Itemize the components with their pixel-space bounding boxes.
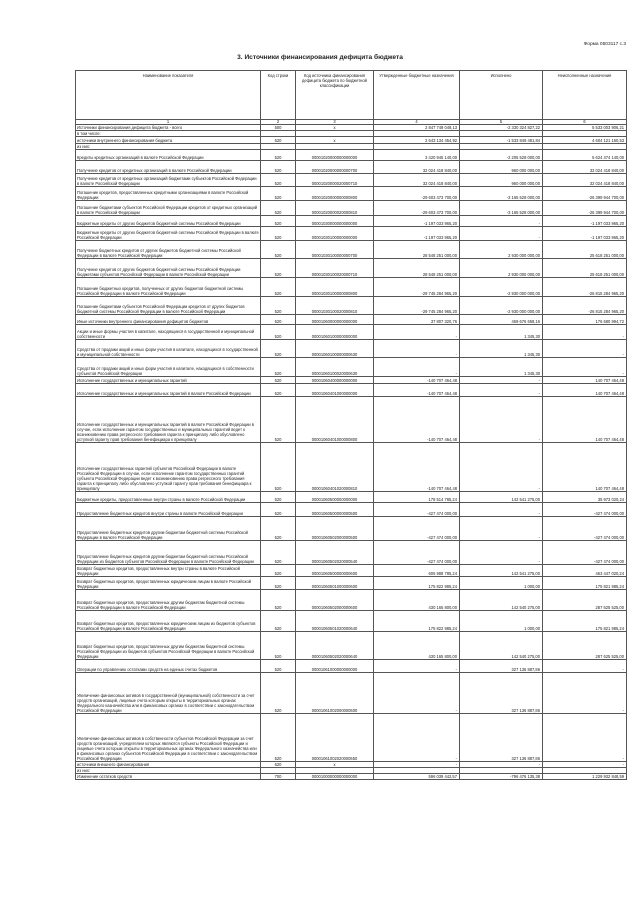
- row-approved: 37 807 320,76: [374, 315, 460, 325]
- row-approved: -1 197 033 965,20: [374, 227, 460, 241]
- row-approved: -: [374, 762, 460, 768]
- row-code: 520: [261, 632, 296, 660]
- col-header-name: Наименование показателя: [76, 71, 261, 120]
- table-row: [76, 216, 627, 227]
- row-executed: -: [460, 397, 543, 443]
- table-row: [76, 358, 627, 377]
- row-code: 520: [261, 227, 296, 241]
- row-code: 520: [261, 673, 296, 714]
- table-row: [76, 201, 627, 216]
- row-approved: 430 165 800,00: [374, 590, 460, 611]
- table-row: [76, 611, 627, 632]
- row-approved: 28 548 251 000,00: [374, 259, 460, 278]
- row-code: 700: [261, 774, 296, 780]
- row-unexecuted: -1 197 033 965,20: [543, 227, 627, 241]
- row-name: Средства от продажи акций и иных форм участия в капитале, находящихся в собственности субъектов Российской Федерации: [76, 358, 261, 377]
- row-executed: -2 205 528 000,00: [460, 150, 543, 161]
- row-name: из них:: [76, 768, 261, 774]
- table-row: [76, 187, 627, 201]
- table-row: [76, 503, 627, 517]
- row-executed: 142 540 275,00: [460, 590, 543, 611]
- row-name: Средства от продажи акций и иных форм участия в капитале, находящихся в государственной и муниципальной собственности: [76, 340, 261, 358]
- table-row: [76, 161, 627, 174]
- row-code: 520: [261, 150, 296, 161]
- col-number: 4: [374, 120, 460, 125]
- row-code: 520: [261, 358, 296, 377]
- row-approved: -29 745 284 965,20: [374, 297, 460, 315]
- row-unexecuted: -26 815 284 965,20: [543, 278, 627, 297]
- row-executed: -: [460, 762, 543, 768]
- row-approved: -1 197 033 965,20: [374, 216, 460, 227]
- row-code: 520: [261, 241, 296, 259]
- row-executed: 960 000 000,00: [460, 161, 543, 174]
- row-name: Иные источники внутреннего финансирования дефицитов бюджетов: [76, 315, 261, 325]
- row-unexecuted: 287 625 525,00: [543, 632, 627, 660]
- row-executed: -1 533 848 481,84: [460, 137, 543, 144]
- row-name: Исполнение государственных гарантий субъектов Российской Федерации в валюте Российской Федерации в случае, если исполнение гарантом государственных гарантий субъекта Российской Федерации ведет к возникновению права регрессного требования гаранта к принципалу либо обусловлено уступкой гаранту прав требования бенефициара к принципалу: [76, 443, 261, 492]
- table-row: [76, 315, 627, 325]
- row-name: Бюджетные кредиты, предоставленные внутри страны в валюте Российской Федерации: [76, 492, 261, 503]
- sources-table: [75, 70, 627, 780]
- row-approved: 2 643 134 454,92: [374, 137, 460, 144]
- row-executed: 142 541 275,00: [460, 492, 543, 503]
- row-code: 520: [261, 201, 296, 216]
- row-approved: -427 474 000,00: [374, 541, 460, 565]
- row-source-code: 00001060401000000800: [296, 397, 374, 443]
- row-name: Получение кредитов от кредитных организаций бюджетами субъектов Российской Федерации в валюте Российской Федерации: [76, 174, 261, 187]
- row-executed: 960 000 000,00: [460, 174, 543, 187]
- row-name: Исполнение государственных и муниципальных гарантий в валюте Российской Федерации в случае, если исполнение гарантом государственных и муниципальных гарантий ведет к возникновению права регрессного требования гаранта к принципалу либо обусловлено уступкой гаранту прав требования бенефициара к принципалу: [76, 397, 261, 443]
- row-executed: -796 476 135,38: [460, 774, 543, 780]
- row-unexecuted: -427 474 000,00: [543, 503, 627, 517]
- row-approved: 430 165 800,00: [374, 632, 460, 660]
- row-unexecuted: 175 821 985,24: [543, 577, 627, 590]
- row-unexecuted: -26 815 284 965,20: [543, 297, 627, 315]
- row-approved: -140 707 464,48: [374, 443, 460, 492]
- row-executed: 1 000,00: [460, 611, 543, 632]
- row-source-code: 00001060401020000810: [296, 443, 374, 492]
- row-unexecuted: -26 399 944 700,00: [543, 187, 627, 201]
- row-unexecuted: 35 973 020,24: [543, 492, 627, 503]
- row-source-code: 00001020000000000000: [296, 150, 374, 161]
- row-code: 520: [261, 660, 296, 673]
- row-code: 520: [261, 397, 296, 443]
- row-approved: -29 745 284 965,20: [374, 278, 460, 297]
- row-name: Увеличение финансовых активов в собственности субъектов Российской Федерации за счет средств организаций, учредителем которых являются субъекты Российской Федерации и лицевые счета которым открыты в территориальных органах Федерального казначейства или в финансовых органах субъектов Российской Федерации в соответствии с законодательством Российской Федерации: [76, 714, 261, 762]
- row-code: 520: [261, 315, 296, 325]
- row-name: источники внутреннего финансирования бюджета: [76, 137, 261, 144]
- row-name: Исполнение государственных и муниципальных гарантий: [76, 377, 261, 384]
- table-row: [76, 492, 627, 503]
- row-unexecuted: -26 399 944 700,00: [543, 201, 627, 216]
- row-executed: 142 540 275,00: [460, 632, 543, 660]
- row-unexecuted: 1 229 932 848,59: [543, 774, 627, 780]
- row-code: 520: [261, 443, 296, 492]
- row-executed: -: [460, 503, 543, 517]
- row-approved: -140 707 464,48: [374, 384, 460, 397]
- col-number: 5: [460, 120, 543, 125]
- table-row: [76, 774, 627, 780]
- row-code: 520: [261, 297, 296, 315]
- row-unexecuted: 140 707 464,48: [543, 443, 627, 492]
- row-executed: -: [460, 517, 543, 541]
- table-row: [76, 137, 627, 144]
- row-approved: 175 822 985,24: [374, 611, 460, 632]
- row-unexecuted: 32 024 418 840,00: [543, 161, 627, 174]
- row-unexecuted: 287 625 525,00: [543, 590, 627, 611]
- row-approved: -140 707 464,48: [374, 397, 460, 443]
- row-executed: 142 541 275,00: [460, 565, 543, 577]
- row-name: Бюджетные кредиты от других бюджетов бюджетной системы Российской Федерации в валюте Российской Федерации: [76, 227, 261, 241]
- row-executed: -2 930 000 000,00: [460, 278, 543, 297]
- row-unexecuted: 176 680 994,72: [543, 315, 627, 325]
- table-row: [76, 340, 627, 358]
- row-name: Получение бюджетных кредитов от других бюджетов бюджетной системы Российской Федерации в валюте Российской Федерации: [76, 241, 261, 259]
- row-name: Бюджетные кредиты от других бюджетов бюджетной системы Российской Федерации: [76, 216, 261, 227]
- row-name: Изменение остатков средств: [76, 774, 261, 780]
- row-source-code: 00001060000000000000: [296, 315, 374, 325]
- row-code: 520: [261, 137, 296, 144]
- row-approved: 2 847 749 049,13: [374, 125, 460, 131]
- table-row: [76, 632, 627, 660]
- table-row: [76, 443, 627, 492]
- row-name: Предоставление бюджетных кредитов внутри страны в валюте Российской Федерации: [76, 503, 261, 517]
- row-name: Операции по управлению остатками средств на единых счетах бюджетов: [76, 660, 261, 673]
- row-approved: -140 707 464,48: [374, 377, 460, 384]
- row-executed: -2 930 000 000,00: [460, 297, 543, 315]
- row-approved: 596 039 442,57: [374, 774, 460, 780]
- table-row: [76, 565, 627, 577]
- row-source-code: 00001030100000000000: [296, 227, 374, 241]
- row-approved: -: [374, 358, 460, 377]
- row-source-code: 00001060100000000630: [296, 340, 374, 358]
- row-executed: 1 345,30: [460, 340, 543, 358]
- row-source-code: 00001060501000000600: [296, 577, 374, 590]
- row-source-code: 00001030100020000710: [296, 259, 374, 278]
- row-source-code: 00001020000000000800: [296, 187, 374, 201]
- row-approved: -: [374, 714, 460, 762]
- col-header-source: Код источника финансирования дефицита бюджета по бюджетной классификации: [296, 71, 374, 120]
- row-name: в том числе:: [76, 131, 261, 137]
- row-unexecuted: 463 447 020,24: [543, 565, 627, 577]
- table-row: [76, 673, 627, 714]
- row-approved: -427 474 000,00: [374, 503, 460, 517]
- row-source-code: 00001061000000000000: [296, 660, 374, 673]
- row-unexecuted: -1 197 033 965,20: [543, 216, 627, 227]
- row-source-code: 00001030100000000800: [296, 278, 374, 297]
- col-number: 1: [76, 120, 261, 125]
- row-name: Возврат бюджетных кредитов, предоставленных другим бюджетам бюджетной системы Российской Федерации из бюджетов субъектов Российской Федерации в валюте Российской Федерации: [76, 632, 261, 660]
- row-source-code: 00001060502020000640: [296, 632, 374, 660]
- row-approved: -427 474 000,00: [374, 517, 460, 541]
- row-name: Предоставление бюджетных кредитов другим бюджетам бюджетной системы Российской Федерации в валюте Российской Федерации: [76, 517, 261, 541]
- row-approved: -: [374, 325, 460, 340]
- row-code: 520: [261, 541, 296, 565]
- table-row: [76, 325, 627, 340]
- row-source-code: 00001020000020000810: [296, 201, 374, 216]
- row-executed: 1 345,30: [460, 358, 543, 377]
- row-unexecuted: 32 024 418 840,00: [543, 174, 627, 187]
- row-source-code: x: [296, 125, 374, 131]
- row-code: 520: [261, 565, 296, 577]
- row-code: 520: [261, 714, 296, 762]
- table-row: [76, 397, 627, 443]
- row-executed: -: [460, 227, 543, 241]
- row-source-code: 00001060500000000500: [296, 503, 374, 517]
- row-code: 620: [261, 762, 296, 768]
- table-row: [76, 384, 627, 397]
- row-unexecuted: -: [543, 714, 627, 762]
- row-code: 520: [261, 278, 296, 297]
- row-name: Предоставление бюджетных кредитов другим бюджетам бюджетной системы Российской Федерации из бюджетов субъектов Российской Федерации в валюте Российской Федерации: [76, 541, 261, 565]
- row-code: 520: [261, 161, 296, 174]
- row-executed: 1 000,00: [460, 577, 543, 590]
- row-approved: 605 988 785,24: [374, 565, 460, 577]
- row-name: Погашение бюджетных кредитов, полученных от других бюджетов бюджетной системы Российской Федерации в валюте Российской Федерации: [76, 278, 261, 297]
- col-header-approved: Утвержденные бюджетные назначения: [374, 71, 460, 120]
- row-source-code: 00001060400000000000: [296, 377, 374, 384]
- row-unexecuted: -: [543, 673, 627, 714]
- row-approved: 32 024 418 840,00: [374, 161, 460, 174]
- row-source-code: 00001060502000000600: [296, 590, 374, 611]
- table-row: [76, 150, 627, 161]
- row-name: Исполнение государственных и муниципальных гарантий в валюте Российской Федерации: [76, 384, 261, 397]
- row-code: 520: [261, 325, 296, 340]
- row-unexecuted: 5 624 474 140,00: [543, 150, 627, 161]
- row-code: 520: [261, 590, 296, 611]
- row-unexecuted: 4 604 121 160,53: [543, 137, 627, 144]
- page-title: 3. Источники финансирования дефицита бюджета: [237, 54, 403, 61]
- row-executed: 1 345,30: [460, 325, 543, 340]
- row-code: 520: [261, 187, 296, 201]
- row-unexecuted: 140 707 464,48: [543, 377, 627, 384]
- row-name: Источники финансирования дефицита бюджета - всего: [76, 125, 261, 131]
- row-source-code: x: [296, 762, 374, 768]
- row-source-code: 00001060500000000000: [296, 492, 374, 503]
- row-source-code: 00001020000000000700: [296, 161, 374, 174]
- row-executed: 469 676 658,16: [460, 315, 543, 325]
- table-row: [76, 227, 627, 241]
- row-unexecuted: -: [543, 325, 627, 340]
- row-source-code: 00001060401000000000: [296, 384, 374, 397]
- table-row: [76, 714, 627, 762]
- row-executed: 327 136 887,86: [460, 660, 543, 673]
- row-source-code: 00001060502020000540: [296, 541, 374, 565]
- row-code: 520: [261, 384, 296, 397]
- row-source-code: 00001020000020000710: [296, 174, 374, 187]
- table-row: [76, 297, 627, 315]
- row-name: Кредиты кредитных организаций в валюте Российской Федерации: [76, 150, 261, 161]
- row-name: Акции и иные формы участия в капитале, находящиеся в государственной и муниципальной собственности: [76, 325, 261, 340]
- col-header-code: Код строки: [261, 71, 296, 120]
- row-code: 520: [261, 492, 296, 503]
- row-code: 520: [261, 503, 296, 517]
- row-executed: -: [460, 384, 543, 397]
- row-executed: -: [460, 443, 543, 492]
- row-approved: 28 548 251 000,00: [374, 241, 460, 259]
- row-executed: -: [460, 377, 543, 384]
- row-code: 520: [261, 577, 296, 590]
- row-source-code: 00001030100020000810: [296, 297, 374, 315]
- row-approved: 178 514 785,24: [374, 492, 460, 503]
- row-unexecuted: 140 707 464,48: [543, 397, 627, 443]
- row-source-code: 00001030000000000000: [296, 216, 374, 227]
- row-executed: -2 330 324 827,22: [460, 125, 543, 131]
- row-executed: -3 165 528 000,00: [460, 201, 543, 216]
- row-name: Получение кредитов от других бюджетов бюджетной системы Российской Федерации бюджетами субъектов Российской Федерации в валюте Российской Федерации: [76, 259, 261, 278]
- row-name: Погашение кредитов, предоставленных кредитными организациями в валюте Российской Федерации: [76, 187, 261, 201]
- row-name: Погашение бюджетами субъектов Российской Федерации кредитов от кредитных организаций в валюте Российской Федерации: [76, 201, 261, 216]
- row-unexecuted: 5 533 003 906,21: [543, 125, 627, 131]
- row-unexecuted: -427 474 000,00: [543, 517, 627, 541]
- row-code: 520: [261, 611, 296, 632]
- row-source-code: 00001060502000000500: [296, 517, 374, 541]
- row-name: источники внешнего финансирования: [76, 762, 261, 768]
- row-name: Возврат бюджетных кредитов, предоставленных юридическим лицам из бюджетов субъектов Российской Федерации в валюте Российской Федерации: [76, 611, 261, 632]
- row-code: 520: [261, 377, 296, 384]
- row-source-code: 00001060500000000600: [296, 565, 374, 577]
- row-source-code: x: [296, 137, 374, 144]
- row-approved: -: [374, 673, 460, 714]
- row-unexecuted: 175 821 985,24: [543, 611, 627, 632]
- table-row: [76, 259, 627, 278]
- row-code: 520: [261, 259, 296, 278]
- row-name: Увеличение финансовых активов в государственной (муниципальной) собственности за счет средств организаций, лицевые счета которым открыты в территориальных органах Федерального казначейства или в финансовых органах в соответствии с законодательством Российской Федерации: [76, 673, 261, 714]
- row-unexecuted: -: [543, 358, 627, 377]
- row-executed: 2 930 000 000,00: [460, 259, 543, 278]
- row-source-code: 00001061002000000500: [296, 673, 374, 714]
- table-row: [76, 174, 627, 187]
- row-unexecuted: 25 618 251 000,00: [543, 259, 627, 278]
- row-source-code: 00001000000000000000: [296, 774, 374, 780]
- row-executed: 2 930 000 000,00: [460, 241, 543, 259]
- row-code: 520: [261, 174, 296, 187]
- row-executed: -3 165 528 000,00: [460, 187, 543, 201]
- row-name: Возврат бюджетных кредитов, предоставленных другим бюджетам бюджетной системы Российской Федерации в валюте Российской Федерации: [76, 590, 261, 611]
- row-source-code: 00001060100000000000: [296, 325, 374, 340]
- row-executed: 327 136 887,86: [460, 714, 543, 762]
- row-approved: 3 420 945 140,00: [374, 150, 460, 161]
- col-number: 6: [543, 120, 627, 125]
- row-source-code: 00001030100000000700: [296, 241, 374, 259]
- row-source-code: 00001060501020000640: [296, 611, 374, 632]
- row-executed: -: [460, 216, 543, 227]
- row-executed: 327 136 887,86: [460, 673, 543, 714]
- row-name: Погашение бюджетами субъектов Российской Федерации кредитов от других бюджетов бюджетной системы Российской Федерации в валюте Российской Федерации: [76, 297, 261, 315]
- header-row: [76, 71, 627, 120]
- row-unexecuted: -: [543, 340, 627, 358]
- row-approved: 32 024 418 840,00: [374, 174, 460, 187]
- row-approved: 175 822 985,24: [374, 577, 460, 590]
- row-approved: -29 603 473 700,00: [374, 187, 460, 201]
- table-row: [76, 541, 627, 565]
- row-name: Возврат бюджетных кредитов, предоставленных внутри страны в валюте Российской Федерации: [76, 565, 261, 577]
- row-executed: -: [460, 541, 543, 565]
- table-row: [76, 377, 627, 384]
- table-row: [76, 517, 627, 541]
- row-code: 500: [261, 125, 296, 131]
- col-header-executed: Исполнено: [460, 71, 543, 120]
- table-row: [76, 278, 627, 297]
- row-unexecuted: -427 474 000,00: [543, 541, 627, 565]
- row-code: 520: [261, 216, 296, 227]
- row-code: 520: [261, 340, 296, 358]
- row-unexecuted: 140 707 464,48: [543, 384, 627, 397]
- row-source-code: 00001060100020000630: [296, 358, 374, 377]
- col-number: 2: [261, 120, 296, 125]
- row-source-code: 00001061002020000550: [296, 714, 374, 762]
- row-approved: -29 603 473 700,00: [374, 201, 460, 216]
- form-code: Форма 0503117 с.3: [583, 42, 626, 47]
- table-row: [76, 660, 627, 673]
- col-number: 3: [296, 120, 374, 125]
- row-name: из них:: [76, 144, 261, 150]
- row-unexecuted: -: [543, 762, 627, 768]
- table-row: [76, 241, 627, 259]
- row-approved: -: [374, 660, 460, 673]
- row-code: 520: [261, 517, 296, 541]
- col-header-unexecuted: Неисполненные назначения: [543, 71, 627, 120]
- row-approved: -: [374, 340, 460, 358]
- row-name: Получение кредитов от кредитных организаций в валюте Российской Федерации: [76, 161, 261, 174]
- row-unexecuted: 25 618 251 000,00: [543, 241, 627, 259]
- table-body: [76, 125, 627, 780]
- row-unexecuted: -: [543, 660, 627, 673]
- table-row: [76, 590, 627, 611]
- table-row: [76, 577, 627, 590]
- row-name: Возврат бюджетных кредитов, предоставленных юридическим лицам в валюте Российской Федерации: [76, 577, 261, 590]
